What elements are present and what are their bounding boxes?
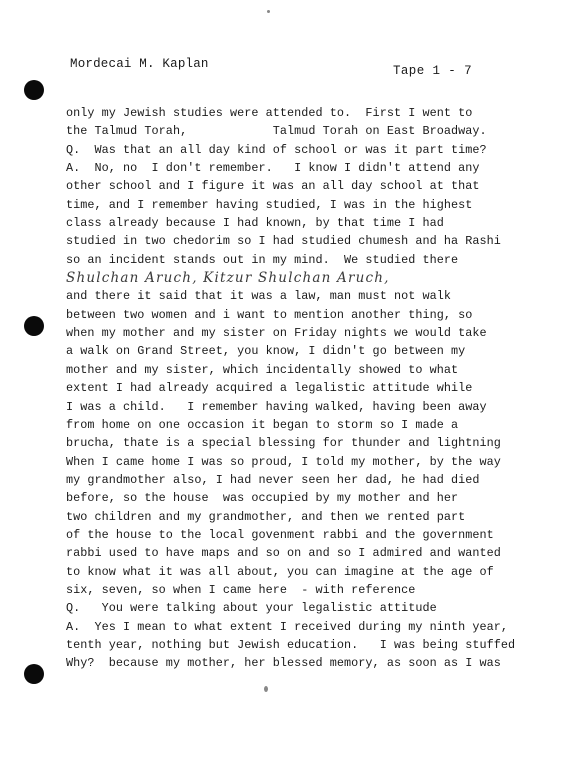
transcript-line: other school and I figure it was an all day school at that <box>66 179 480 194</box>
transcript-line: a walk on Grand Street, you know, I didn't go between my <box>66 344 466 359</box>
transcript-line: extent I had already acquired a legalistic attitude while <box>66 381 473 396</box>
transcript-line: rabbi used to have maps and so on and so I admired and wanted <box>66 546 501 561</box>
transcript-line: studied in two chedorim so I had studied chumesh and ha Rashi <box>66 234 501 249</box>
transcript-line: so an incident stands out in my mind. We studied there <box>66 252 459 267</box>
transcript-line: Why? because my mother, her blessed memory, as soon as I was <box>66 656 501 671</box>
transcript-line: six, seven, so when I came here - with reference <box>66 582 416 597</box>
transcript-line: Q. Was that an all day kind of school or was it part time? <box>66 142 487 157</box>
transcript-line: from home on one occasion it began to storm so I made a <box>66 417 459 432</box>
transcript-line: only my Jewish studies were attended to. First I went to <box>66 106 473 120</box>
handwritten-insert: Shulchan Aruch, Kitzur Shulchan Aruch, <box>66 270 390 287</box>
punch-hole <box>24 664 44 684</box>
transcript-line: tenth year, nothing but Jewish education. I was being stuffed <box>66 637 516 652</box>
transcript-line: my grandmother also, I had never seen her dad, he had died <box>66 472 480 487</box>
transcript-line: the Talmud Torah, Talmud Torah on East Broadway. <box>66 124 487 139</box>
transcript-line: and there it said that it was a law, man must not walk <box>66 289 451 304</box>
transcript-line: A. No, no I don't remember. I know I didn't attend any <box>66 161 480 176</box>
tape-label: Tape 1 - 7 <box>393 64 473 78</box>
transcript-line: mother and my sister, which incidentally showed to what <box>66 362 459 377</box>
transcript-line: time, and I remember having studied, I was in the highest <box>66 197 473 212</box>
transcript-line: before, so the house was occupied by my mother and her <box>66 491 459 506</box>
scan-speck <box>264 686 268 692</box>
transcript-line: A. Yes I mean to what extent I received during my ninth year, <box>66 619 509 634</box>
transcript-line: brucha, thate is a special blessing for thunder and lightning <box>66 436 501 451</box>
transcript-line: Q. You were talking about your legalistic attitude <box>66 601 437 616</box>
transcript-line: to know what it was all about, you can imagine at the age of <box>66 564 494 579</box>
punch-hole <box>24 316 44 336</box>
speaker-name: Mordecai M. Kaplan <box>70 57 209 71</box>
transcript-body <box>66 104 566 673</box>
transcript-line: when my mother and my sister on Friday nights we would take <box>66 326 487 341</box>
transcript-line: class already because I had known, by that time I had <box>66 216 444 231</box>
punch-hole <box>24 80 44 100</box>
transcript-line: When I came home I was so proud, I told my mother, by the way <box>66 454 501 469</box>
transcript-line: between two women and i want to mention another thing, so <box>66 307 473 322</box>
transcript-line: I was a child. I remember having walked, having been away <box>66 399 487 414</box>
transcript-line: two children and my grandmother, and then we rented part <box>66 509 466 524</box>
scan-speck <box>267 10 270 13</box>
transcript-line: of the house to the local govenment rabbi and the government <box>66 527 494 542</box>
